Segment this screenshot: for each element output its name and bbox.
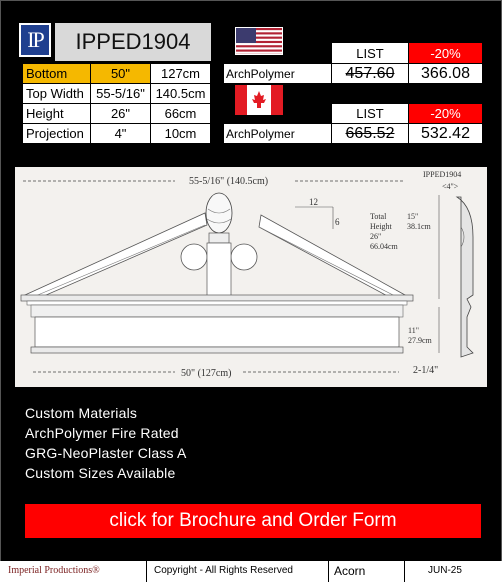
- total-height-line3: 26": [370, 232, 382, 241]
- footer-divider: [404, 561, 405, 582]
- spec-row-projection: [23, 124, 211, 144]
- ca-material: ArchPolymer: [224, 124, 331, 143]
- pitch-rise-label: 12: [309, 197, 318, 207]
- feature-list: [25, 403, 187, 483]
- spec-imperial: 26": [91, 104, 151, 124]
- top-width-label: 55-5/16" (140.5cm): [189, 176, 269, 187]
- footer-divider: [146, 561, 147, 582]
- product-code: [55, 23, 211, 61]
- us-old-price: 457.60: [332, 64, 408, 83]
- pediment-drawing-svg: [15, 167, 487, 387]
- pediment-drawing[interactable]: [15, 167, 487, 387]
- spec-label: Top Width: [23, 84, 91, 104]
- spec-row-bottom: [23, 64, 211, 84]
- footer-series: Acorn: [334, 564, 366, 578]
- footer-copyright: Copyright - All Rights Reserved: [154, 565, 293, 576]
- footer-brand: Imperial Productions®: [8, 565, 100, 576]
- spec-metric: 140.5cm: [151, 84, 211, 104]
- spec-label: Height: [23, 104, 91, 124]
- spec-row-top-width: [23, 84, 211, 104]
- footer-date: JUN-25: [428, 565, 462, 576]
- spec-row-height: [23, 104, 211, 124]
- ca-list-label: LIST: [332, 104, 408, 123]
- projection-label: <4">: [442, 182, 459, 191]
- spec-table: [22, 63, 211, 144]
- ca-discount-badge: -20%: [409, 104, 482, 123]
- spec-metric: 127cm: [151, 64, 211, 84]
- brochure-order-label: click for Brochure and Order Form: [109, 510, 397, 531]
- us-new-price: 366.08: [409, 64, 482, 83]
- feature-item: ArchPolymer Fire Rated: [25, 425, 179, 441]
- us-flag-icon: [235, 27, 283, 55]
- canada-flag-icon: [235, 85, 283, 115]
- lower-height-cm: 27.9cm: [408, 336, 432, 345]
- product-code-text: IPPED1904: [75, 29, 191, 54]
- spec-imperial: 50": [91, 64, 151, 84]
- us-list-label: LIST: [332, 43, 408, 63]
- spec-imperial: 4": [91, 124, 151, 144]
- us-discount-badge: -20%: [409, 43, 482, 63]
- feature-item: GRG-NeoPlaster Class A: [25, 445, 187, 461]
- feature-item: Custom Sizes Available: [25, 465, 176, 481]
- total-height-line4: 66.04cm: [370, 242, 398, 251]
- total-height-line2: Height: [370, 222, 392, 231]
- depth-label: 2-1/4": [413, 365, 439, 376]
- footer: [0, 561, 502, 582]
- spec-imperial: 55-5/16": [91, 84, 151, 104]
- us-material: ArchPolymer: [224, 64, 331, 83]
- footer-divider: [328, 561, 329, 582]
- logo-text: IP: [27, 27, 43, 52]
- total-height-line1: Total: [370, 212, 387, 221]
- brochure-order-button[interactable]: [25, 504, 481, 538]
- drawing-code-label: IPPED1904: [423, 170, 462, 179]
- spec-metric: 10cm: [151, 124, 211, 144]
- ca-new-price: 532.42: [409, 124, 482, 143]
- brand-logo[interactable]: [19, 23, 51, 57]
- upper-height-cm: 38.1cm: [407, 222, 431, 231]
- spec-label: Projection: [23, 124, 91, 144]
- lower-height-in: 11": [408, 326, 419, 335]
- upper-height-in: 15": [407, 212, 419, 221]
- spec-metric: 66cm: [151, 104, 211, 124]
- ca-old-price: 665.52: [332, 124, 408, 143]
- spec-label: Bottom: [23, 64, 91, 84]
- pitch-run-label: 6: [335, 217, 340, 227]
- feature-item: Custom Materials: [25, 405, 138, 421]
- bottom-width-label: 50" (127cm): [181, 368, 232, 379]
